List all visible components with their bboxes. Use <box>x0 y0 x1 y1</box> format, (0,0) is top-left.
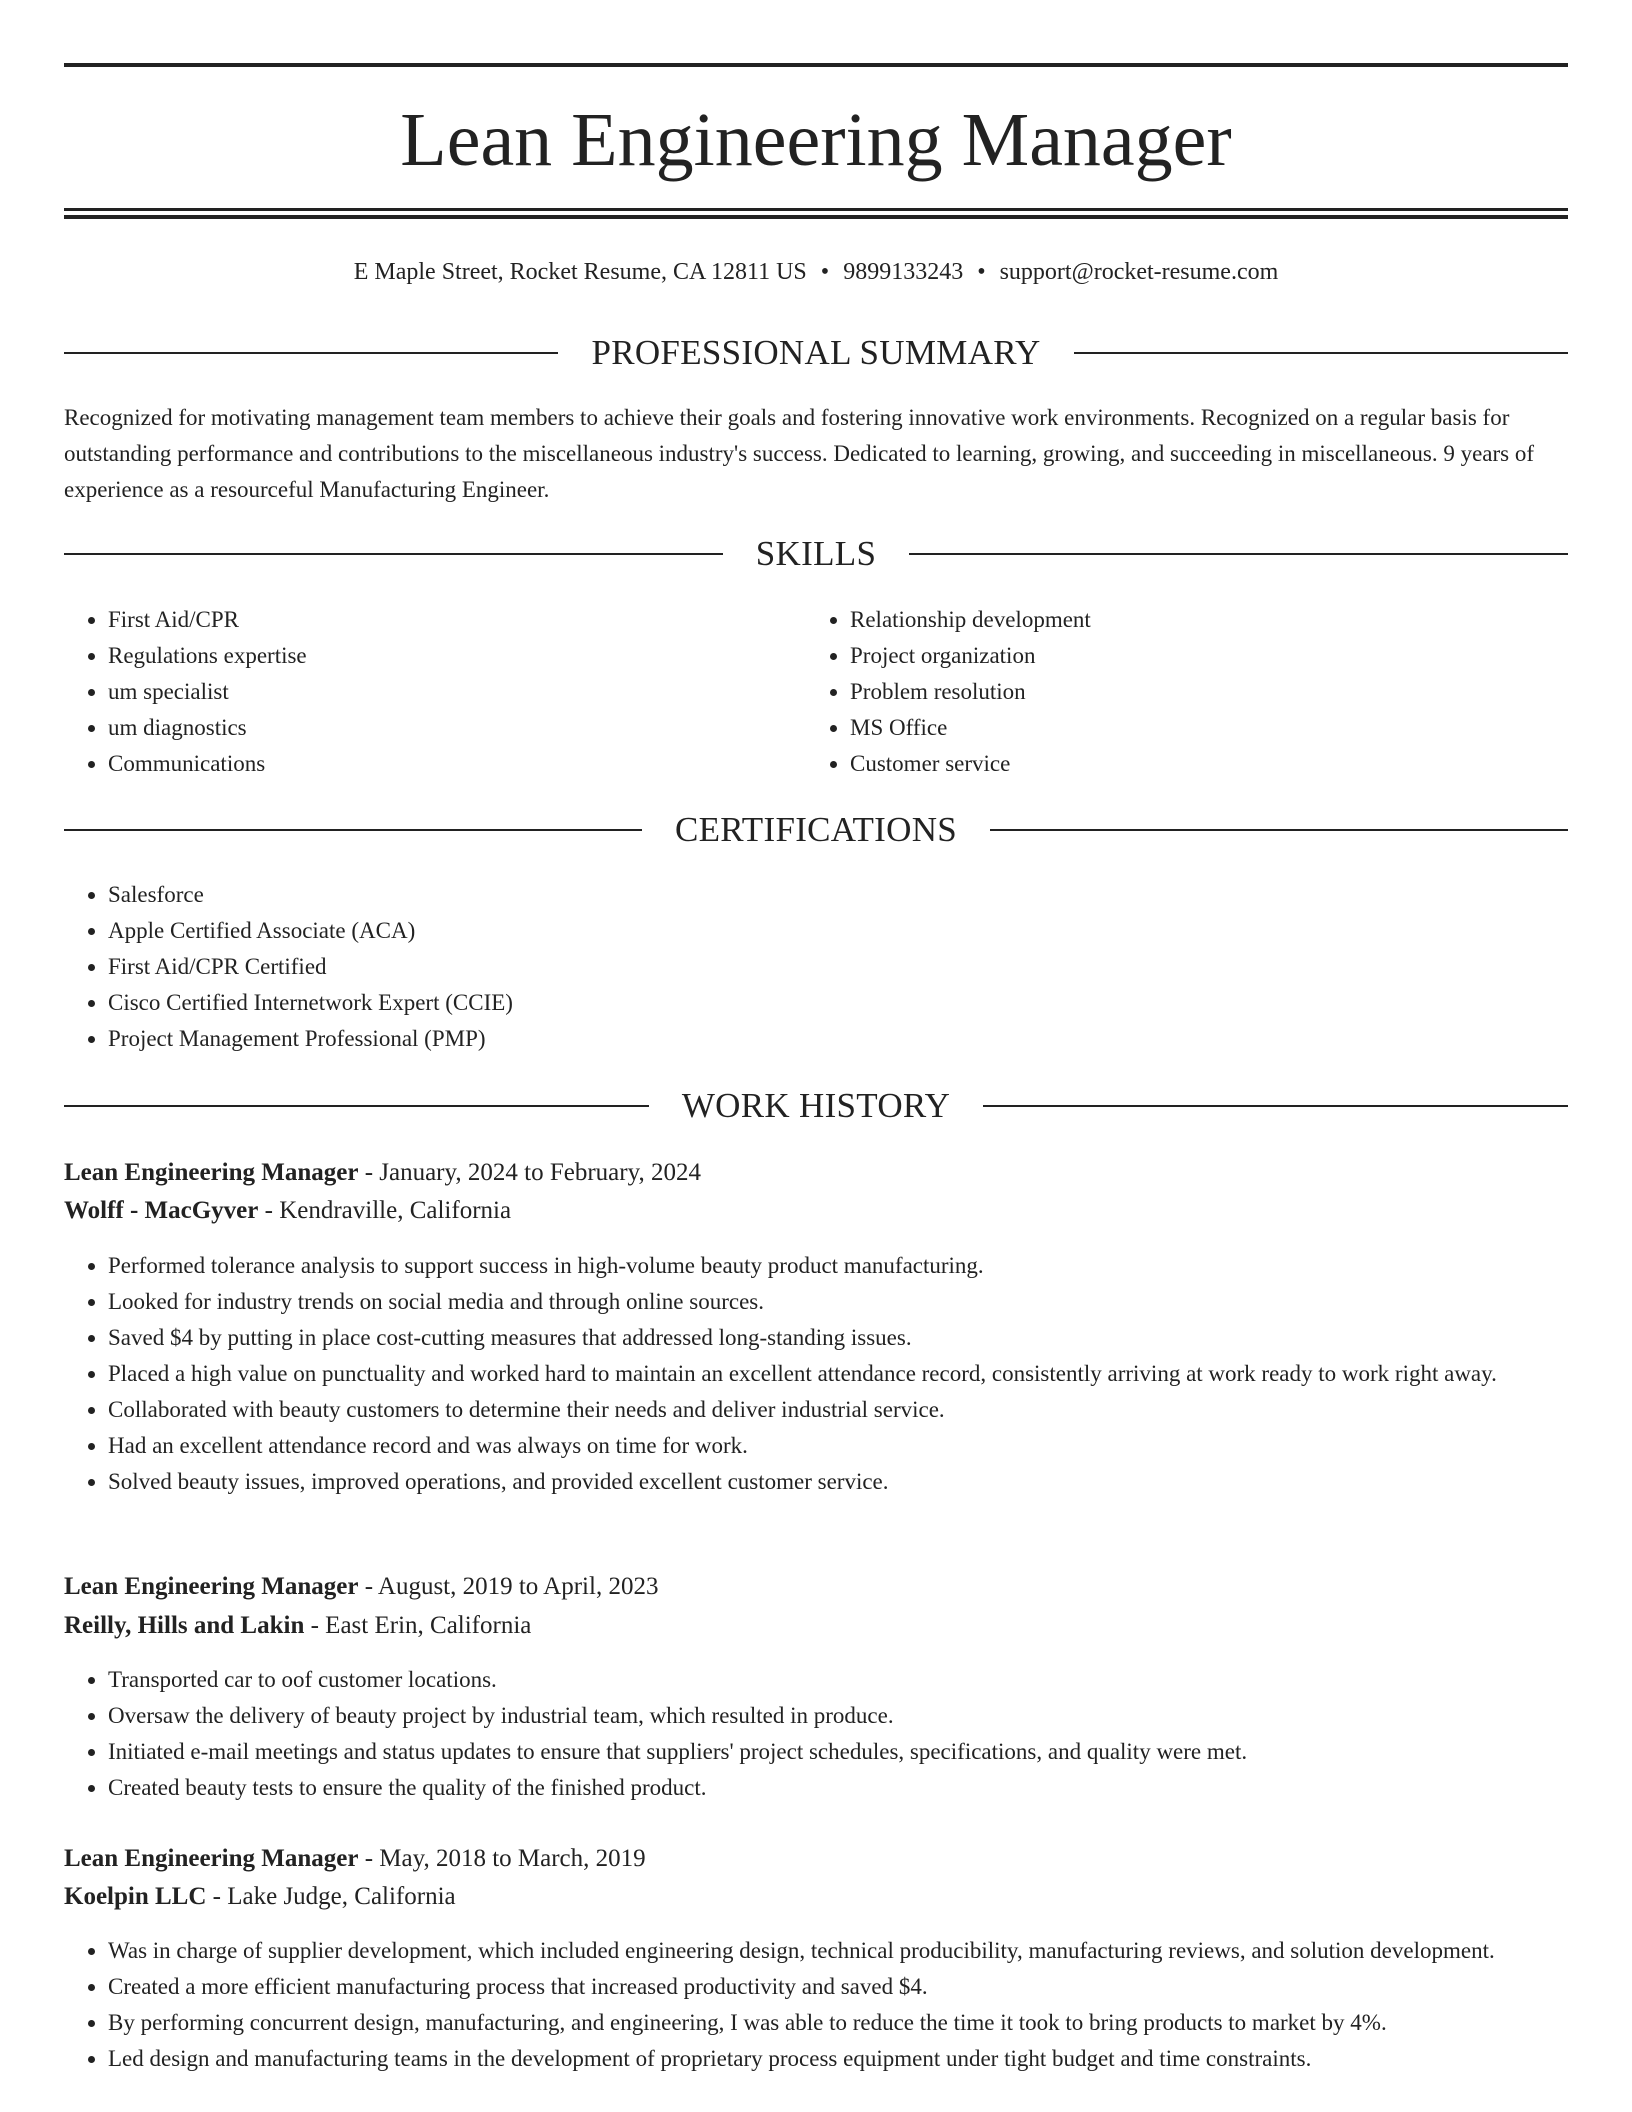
section-header-work-history <box>64 1086 1568 1126</box>
job-title: Lean Engineering Manager <box>64 1159 359 1186</box>
job-bullet: • Oversaw the delivery of beauty project by industrial team, which resulted in produce. <box>108 1698 1568 1734</box>
skills-column-right <box>806 602 1506 782</box>
section-title: CERTIFICATIONS <box>674 810 958 849</box>
section-rule <box>990 829 1568 831</box>
contact-separator: • <box>820 259 830 285</box>
contact-address: E Maple Street, Rocket Resume, CA 12811 US <box>353 259 807 285</box>
skill-item: • um specialist <box>108 674 764 710</box>
section-rule <box>64 829 642 831</box>
job-title: Lean Engineering Manager <box>64 1573 359 1600</box>
skill-item: • Project organization <box>850 638 1506 674</box>
skill-item: • First Aid/CPR <box>108 602 764 638</box>
section-rule <box>909 553 1568 555</box>
job-bullet: • Created beauty tests to ensure the quality of the finished product. <box>108 1770 1568 1806</box>
header-double-rule-lower <box>64 215 1568 219</box>
certification-item: • Salesforce <box>108 877 1568 913</box>
section-rule <box>64 553 723 555</box>
job-bullet: • Placed a high value on punctuality and worked hard to maintain an excellent attendance record, consistently arriving at work ready to work right away. <box>108 1356 1568 1392</box>
certification-item: • First Aid/CPR Certified <box>108 949 1568 985</box>
job-title-line <box>64 1154 1568 1192</box>
job-company-line <box>64 1192 1568 1230</box>
skills-column-left <box>64 602 764 782</box>
section-rule <box>1074 352 1568 354</box>
job-bullet: • Collaborated with beauty customers to determine their needs and deliver industrial service. <box>108 1392 1568 1428</box>
contact-separator: • <box>977 259 986 285</box>
certification-item: • Apple Certified Associate (ACA) <box>108 913 1568 949</box>
section-header-summary <box>64 333 1568 373</box>
section-rule <box>983 1105 1568 1107</box>
section-header-certifications <box>64 810 1568 850</box>
skill-item: • Customer service <box>850 746 1506 782</box>
job-bullet: • Had an excellent attendance record and was always on time for work. <box>108 1428 1568 1464</box>
skill-item: • Communications <box>108 746 764 782</box>
resume-name: Lean Engineering Manager <box>400 98 1232 182</box>
certifications-list <box>64 877 1568 1057</box>
skill-item: • MS Office <box>850 710 1506 746</box>
job-bullets <box>64 1662 1568 1806</box>
job-bullet: • Was in charge of supplier development, which included engineering design, technical producibility, manufacturing reviews, and solution development. <box>108 1933 1568 1969</box>
job-bullet: • By performing concurrent design, manufacturing, and engineering, I was able to reduce the time it took to bring products to market by 4%. <box>108 2005 1568 2041</box>
skill-item: • Regulations expertise <box>108 638 764 674</box>
job-bullets <box>64 1248 1568 1500</box>
job-company-line <box>64 1878 1568 1916</box>
job-dates: - May, 2018 to March, 2019 <box>358 1845 646 1872</box>
job-location: - Lake Judge, California <box>206 1883 456 1910</box>
contact-line <box>64 254 1568 290</box>
job-title: Lean Engineering Manager <box>64 1845 359 1872</box>
contact-phone: 9899133243 <box>843 259 964 285</box>
job-company: Koelpin LLC <box>64 1883 207 1910</box>
section-header-skills <box>64 534 1568 574</box>
job-bullet: • Looked for industry trends on social media and through online sources. <box>108 1284 1568 1320</box>
certification-item: • Project Management Professional (PMP) <box>108 1021 1568 1057</box>
job-dates: - August, 2019 to April, 2023 <box>358 1573 659 1600</box>
section-rule <box>64 1105 649 1107</box>
skill-item: • Relationship development <box>850 602 1506 638</box>
section-title: PROFESSIONAL SUMMARY <box>591 333 1041 372</box>
section-title: SKILLS <box>755 534 877 573</box>
summary-paragraph: Recognized for motivating management team members to achieve their goals and fostering innovative work environments. Recognized on a regular basis for outstanding performance and contributions to the miscellaneous industry's success. Dedicated to learning, growing, and succeeding in miscellaneous. 9 years of experience as a resourceful Manufacturing Engineer. <box>64 405 1535 502</box>
job-company: Reilly, Hills and Lakin <box>64 1612 305 1639</box>
job-bullet: • Saved $4 by putting in place cost-cutting measures that addressed long-standing issues. <box>108 1320 1568 1356</box>
job-bullet: • Solved beauty issues, improved operations, and provided excellent customer service. <box>108 1464 1568 1500</box>
job-company-line <box>64 1607 1568 1645</box>
header-top-rule <box>64 63 1568 67</box>
header-double-rule-upper <box>64 208 1568 211</box>
job-location: - East Erin, California <box>304 1612 532 1639</box>
job-bullets <box>64 1933 1568 2077</box>
job-title-line <box>64 1568 1568 1606</box>
job-bullet: • Transported car to oof customer locations. <box>108 1662 1568 1698</box>
section-title: WORK HISTORY <box>681 1086 951 1125</box>
job-bullet: • Led design and manufacturing teams in the development of proprietary process equipment under tight budget and time constraints. <box>108 2041 1568 2077</box>
job-location: - Kendraville, California <box>258 1197 512 1224</box>
section-rule <box>64 352 558 354</box>
contact-email[interactable]: support@rocket-resume.com <box>999 259 1279 285</box>
job-bullet: • Created a more efficient manufacturing process that increased productivity and saved $4. <box>108 1969 1568 2005</box>
skill-item: • um diagnostics <box>108 710 764 746</box>
certification-item: • Cisco Certified Internetwork Expert (CCIE) <box>108 985 1568 1021</box>
skill-item: • Problem resolution <box>850 674 1506 710</box>
job-dates: - January, 2024 to February, 2024 <box>358 1159 701 1186</box>
job-bullet: • Initiated e-mail meetings and status updates to ensure that suppliers' project schedules, specifications, and quality were met. <box>108 1734 1568 1770</box>
job-bullet: • Performed tolerance analysis to support success in high-volume beauty product manufacturing. <box>108 1248 1568 1284</box>
job-title-line <box>64 1840 1568 1878</box>
job-company: Wolff - MacGyver <box>64 1197 259 1224</box>
